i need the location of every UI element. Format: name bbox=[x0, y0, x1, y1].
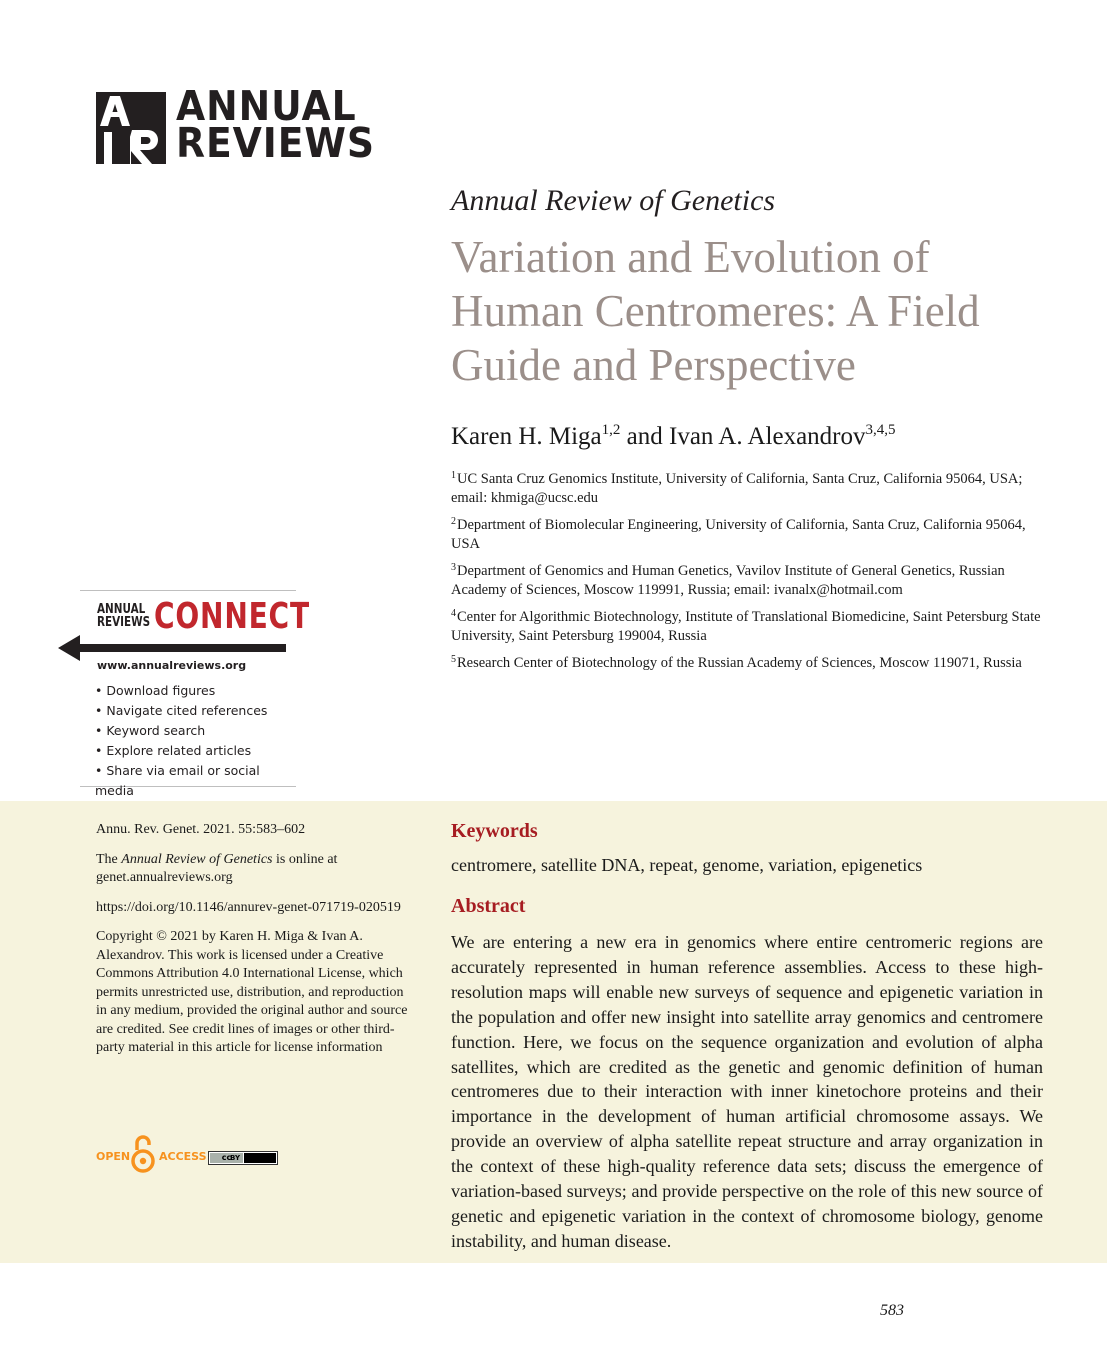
list-item: • Download figures bbox=[95, 683, 216, 698]
online-journal: Annual Review of Genetics bbox=[121, 851, 273, 867]
affiliation-text: Department of Biomolecular Engineering, University of California, Santa Cruz, California 95064, USA bbox=[451, 517, 1026, 552]
list-item: • Navigate cited references bbox=[95, 703, 268, 718]
doi-link[interactable]: https://doi.org/10.1146/annurev-genet-071719-020519 bbox=[96, 899, 401, 915]
affiliation-number: 1 bbox=[451, 470, 456, 481]
abstract-heading: Abstract bbox=[451, 895, 526, 917]
annual-reviews-connect-box[interactable] bbox=[80, 590, 310, 798]
logo-wordmark bbox=[176, 82, 376, 167]
list-item: • Keyword search bbox=[95, 723, 206, 738]
affiliation-text: Center for Algorithmic Biotechnology, Institute of Translational Biomedicine, Saint Petersburg State University, Saint Petersburg 199004, Russia bbox=[451, 609, 1041, 644]
author-affil-sup: 3,4,5 bbox=[865, 422, 896, 438]
citation: Annu. Rev. Genet. 2021. 55:583–602 bbox=[96, 822, 306, 837]
abstract-text: We are entering a new era in genomics where entire centromeric regions are accurately represented in human reference assemblies. Access to these high-resolution maps will enable new surveys of sequence and epigenetic variation in the population and offer new insight into satellite array genomics and centromere function. Here, we focus on the sequence organization and evolution of alpha satellites, which are credited as the genetic and genomic definition of human centromeres due to their interaction with inner kinetochore proteins and their importance in the development of human artificial chromosome assays. We provide an overview of alpha satellite repeat structure and array organization in the context of these high-quality reference data sets; discuss the emergence of variation-based surveys; and provide perspective on the role of this new source of genetic and epigenetic variation in the context of chromosome biology, genome instability, and human disease. bbox=[451, 932, 1043, 1251]
open-access-badge bbox=[96, 1134, 296, 1174]
connect-feature-list bbox=[95, 681, 296, 801]
journal-name: Annual Review of Genetics bbox=[451, 184, 776, 217]
authors-joiner: and bbox=[626, 423, 663, 450]
affiliations bbox=[451, 467, 1051, 679]
logo-line-2: REVIEWS bbox=[176, 119, 376, 167]
affiliation-text: Department of Genomics and Human Genetics, Vavilov Institute of General Genetics, Russian Academy of Sciences, Moscow 119991, Russia; email: ivanalx@hotmail.com bbox=[451, 563, 1005, 598]
connect-ar-line-1: ANNUAL bbox=[97, 602, 146, 617]
author-line bbox=[451, 422, 896, 451]
author-affil-sup: 1,2 bbox=[601, 422, 621, 438]
connect-ar-line-2: REVIEWS bbox=[97, 615, 151, 630]
online-pre: The bbox=[96, 851, 122, 867]
keywords-heading: Keywords bbox=[451, 820, 538, 842]
author-name: Ivan A. Alexandrov bbox=[669, 423, 866, 450]
page-number: 583 bbox=[880, 1302, 904, 1319]
cc-by-license-icon bbox=[208, 1151, 278, 1165]
affiliation-text: Research Center of Biotechnology of the Russian Academy of Sciences, Moscow 119071, Russia bbox=[457, 655, 1022, 671]
affiliation-text: UC Santa Cruz Genomics Institute, University of California, Santa Cruz, California 95064, USA; email: khmiga@ucsc.edu bbox=[451, 471, 1023, 506]
affiliation-number: 4 bbox=[451, 608, 456, 619]
affiliation-number: 2 bbox=[451, 516, 456, 527]
ar-logo-mark-icon bbox=[96, 92, 166, 164]
keywords-text: centromere, satellite DNA, repeat, genome, variation, epigenetics bbox=[451, 855, 923, 875]
logo-line-1: ANNUAL bbox=[176, 82, 357, 130]
affiliation-number: 5 bbox=[451, 654, 456, 665]
cc-label: cc bbox=[221, 1153, 232, 1162]
access-label: ACCESS bbox=[159, 1150, 207, 1163]
connect-wordmark: CONNECT bbox=[154, 596, 310, 637]
cc-badge-black-bar bbox=[244, 1153, 276, 1163]
article-metadata bbox=[96, 821, 414, 1069]
online-post: is online at genet.annualreviews.org bbox=[96, 851, 338, 885]
open-label: OPEN bbox=[96, 1150, 131, 1163]
list-item: • Share via email or social media bbox=[95, 763, 260, 798]
copyright-notice: Copyright © 2021 by Karen H. Miga & Ivan A. Alexandrov. This work is licensed under a Creative Commons Attribution 4.0 International License, which permits unrestricted use, distribution, and reproduction in any medium, provided the original author and source are credited. See credit lines of images or other third-party material in this article for license information bbox=[96, 929, 408, 1055]
affiliation-item bbox=[451, 651, 1051, 673]
affiliation-item bbox=[451, 605, 1051, 645]
by-label: BY bbox=[230, 1154, 241, 1162]
annual-reviews-logo bbox=[96, 82, 376, 167]
affiliation-item bbox=[451, 467, 1051, 507]
online-availability bbox=[96, 851, 414, 888]
affiliation-item bbox=[451, 559, 1051, 599]
author-name: Karen H. Miga bbox=[451, 423, 602, 450]
affiliation-item bbox=[451, 513, 1051, 553]
affiliation-number: 3 bbox=[451, 562, 456, 573]
article-title: Variation and Evolution of Human Centromeres: A Field Guide and Perspective bbox=[451, 232, 980, 390]
connect-ar-label bbox=[97, 603, 150, 629]
list-item: • Explore related articles bbox=[95, 743, 252, 758]
connect-url-link[interactable]: www.annualreviews.org bbox=[97, 659, 247, 672]
open-lock-icon bbox=[131, 1134, 157, 1174]
